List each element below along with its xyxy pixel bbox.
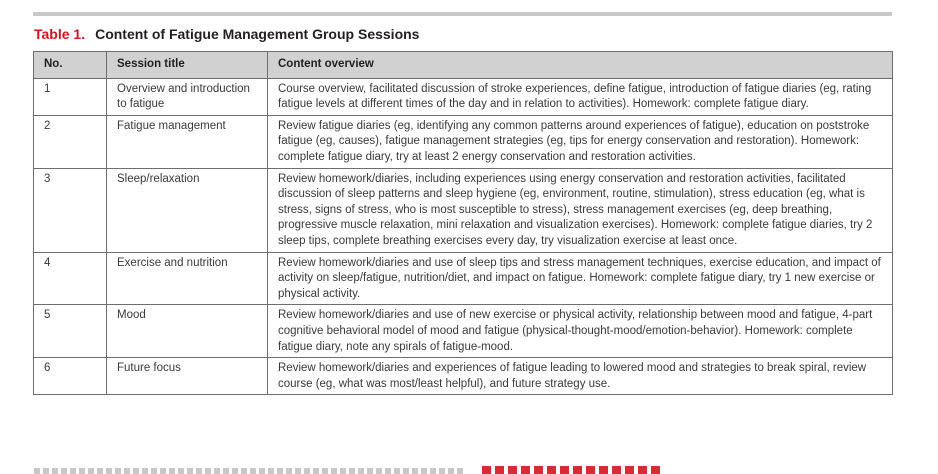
table-row [34,252,893,305]
cell-session-title: Overview and introduction to fatigue [107,78,268,115]
cell-no: 3 [34,168,107,252]
cell-no: 2 [34,115,107,168]
table-row [34,305,893,358]
header-session-title: Session title [107,52,268,79]
table-row [34,358,893,395]
cut-off-body-text [34,462,894,474]
cell-session-title: Future focus [107,358,268,395]
cell-content: Review homework/diaries and experiences of fatigue leading to lowered mood and strategies to break spiral, review course (eg, what was most/least helpful), and future strategy use. [268,358,893,395]
table-title: Content of Fatigue Management Group Sessions [95,26,420,42]
cell-content: Course overview, facilitated discussion of stroke experiences, define fatigue, introduction of fatigue diaries (eg, rating fatigue levels at different times of the day and in relation to activities). Homework: complete fatigue diary. [268,78,893,115]
cell-content: Review fatigue diaries (eg, identifying any common patterns around experiences of fatigue), education on poststroke fatigue (eg, causes), fatigue management strategies (eg, tips for energy conservation and restoration). Homework: complete fatigue diary, try at least 2 energy conservation and restoration activities. [268,115,893,168]
table-row [34,168,893,252]
cut-off-heading-fragment [482,466,662,474]
cell-content: Review homework/diaries, including experiences using energy conservation and restoration activities, facilitated discussion of sleep patterns and sleep hygiene (eg, environment, routine, stimulation), stress education (eg, what is stress, signs of stress, who is most susceptible to stress), stress management exercises (eg, deep breathing, progressive muscle relaxation, mini relaxation and visualization exercises). Homework: complete fatigue diaries, try 2 sleep tips, complete breathing exercises every day, try visualization exercise at least once. [268,168,893,252]
table-row [34,115,893,168]
table-header-row [34,52,893,79]
header-content-overview: Content overview [268,52,893,79]
header-no: No. [34,52,107,79]
cell-content: Review homework/diaries and use of sleep tips and stress management techniques, exercise education, and impact of activity on sleep/fatigue, nutrition/diet, and impact on fatigue. Homework: complete fatigue diary, try 1 new exercise or physical activity. [268,252,893,305]
cell-content: Review homework/diaries and use of new exercise or physical activity, relationship between mood and fatigue, 4-part cognitive behavioral model of mood and fatigue (physical-thought-mood/emotion-behavior). Homework: complete fatigue diary, note any spirals of fatigue-mood. [268,305,893,358]
sessions-table [33,51,893,395]
cell-session-title: Mood [107,305,268,358]
cell-session-title: Exercise and nutrition [107,252,268,305]
table-row [34,78,893,115]
cell-session-title: Sleep/relaxation [107,168,268,252]
table-caption [34,26,419,42]
cell-no: 4 [34,252,107,305]
cut-off-text-fragment [34,468,464,474]
cell-no: 5 [34,305,107,358]
cell-session-title: Fatigue management [107,115,268,168]
table-label: Table 1. [34,26,86,42]
cell-no: 1 [34,78,107,115]
top-rule [33,12,892,16]
cell-no: 6 [34,358,107,395]
